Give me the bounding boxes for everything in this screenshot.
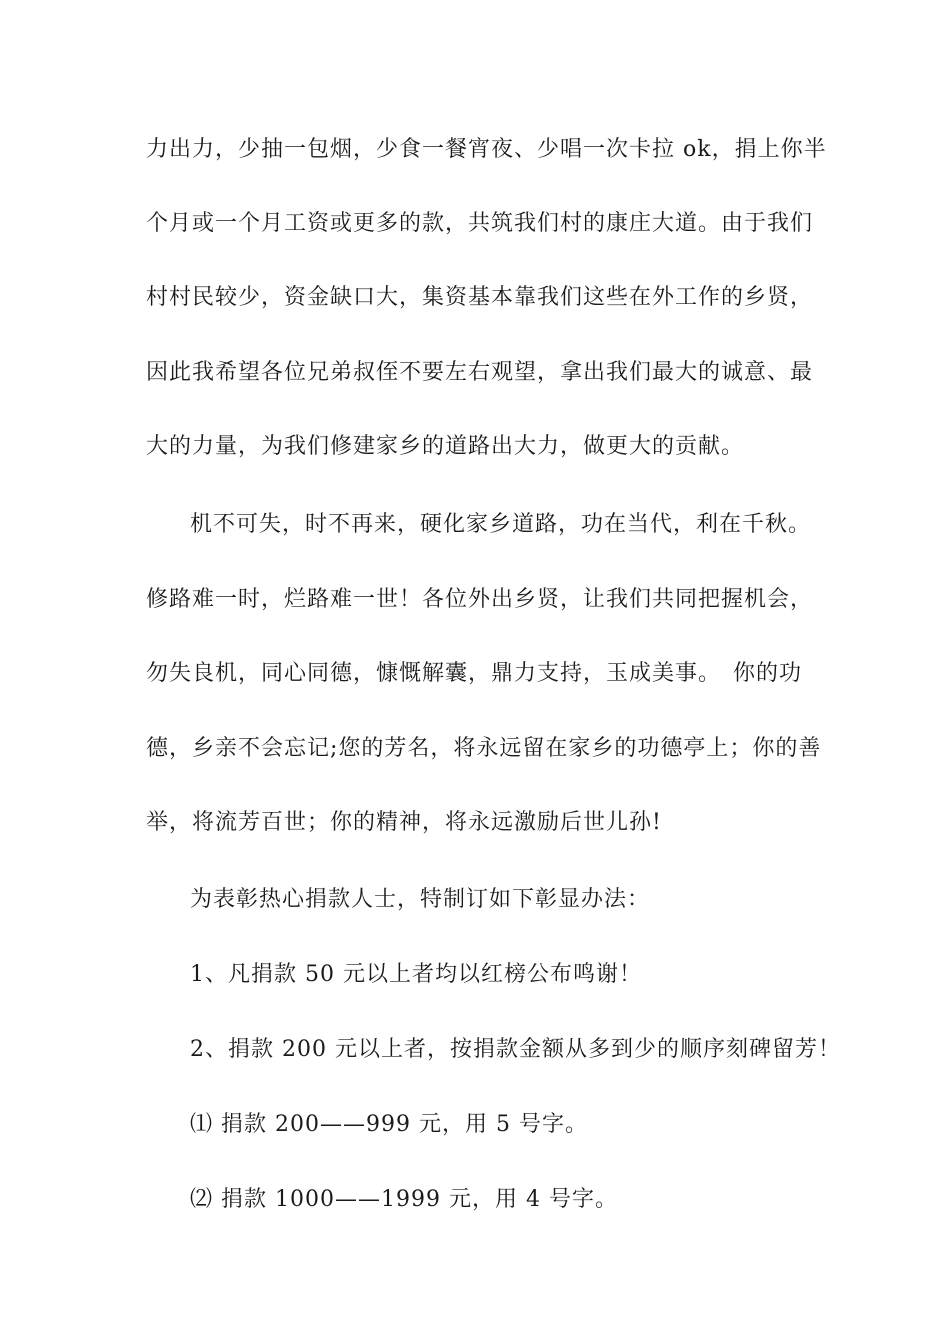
paragraph-line: 因此我希望各位兄弟叔侄不要左右观望，拿出我们最大的诚意、最 <box>146 360 814 385</box>
list-item: ⑴ 捐款 200——999 元，用 5 号字。 <box>190 1112 588 1137</box>
paragraph-line: 力出力，少抽一包烟，少食一餐宵夜、少唱一次卡拉 ok，捐上你半 <box>146 137 827 162</box>
paragraph-line: 村村民较少，资金缺口大，集资基本靠我们这些在外工作的乡贤， <box>146 285 814 310</box>
paragraph-line: 德，乡亲不会忘记;您的芳名，将永远留在家乡的功德亭上；你的善 <box>146 736 822 761</box>
paragraph-line: 举，将流芳百世；你的精神，将永远激励后世儿孙! <box>146 810 662 835</box>
paragraph-line: 机不可失，时不再来，硬化家乡道路，功在当代，利在千秋。 <box>190 512 812 537</box>
list-item: ⑵ 捐款 1000——1999 元，用 4 号字。 <box>190 1187 618 1212</box>
paragraph-line: 勿失良机，同心同德，慷慨解囊，鼎力支持，玉成美事。 你的功 <box>146 661 803 686</box>
list-item: 1、凡捐款 50 元以上者均以红榜公布鸣谢！ <box>190 962 642 987</box>
paragraph-line: 为表彰热心捐款人士，特制订如下彰显办法： <box>190 887 651 912</box>
paragraph-line: 修路难一时，烂路难一世！各位外出乡贤，让我们共同把握机会， <box>146 587 814 612</box>
paragraph-line: 个月或一个月工资或更多的款，共筑我们村的康庄大道。由于我们 <box>146 211 814 236</box>
list-item: 2、捐款 200 元以上者，按捐款金额从多到少的顺序刻碑留芳！ <box>190 1037 841 1062</box>
paragraph-line: 大的力量，为我们修建家乡的道路出大力，做更大的贡献。 <box>146 434 745 459</box>
